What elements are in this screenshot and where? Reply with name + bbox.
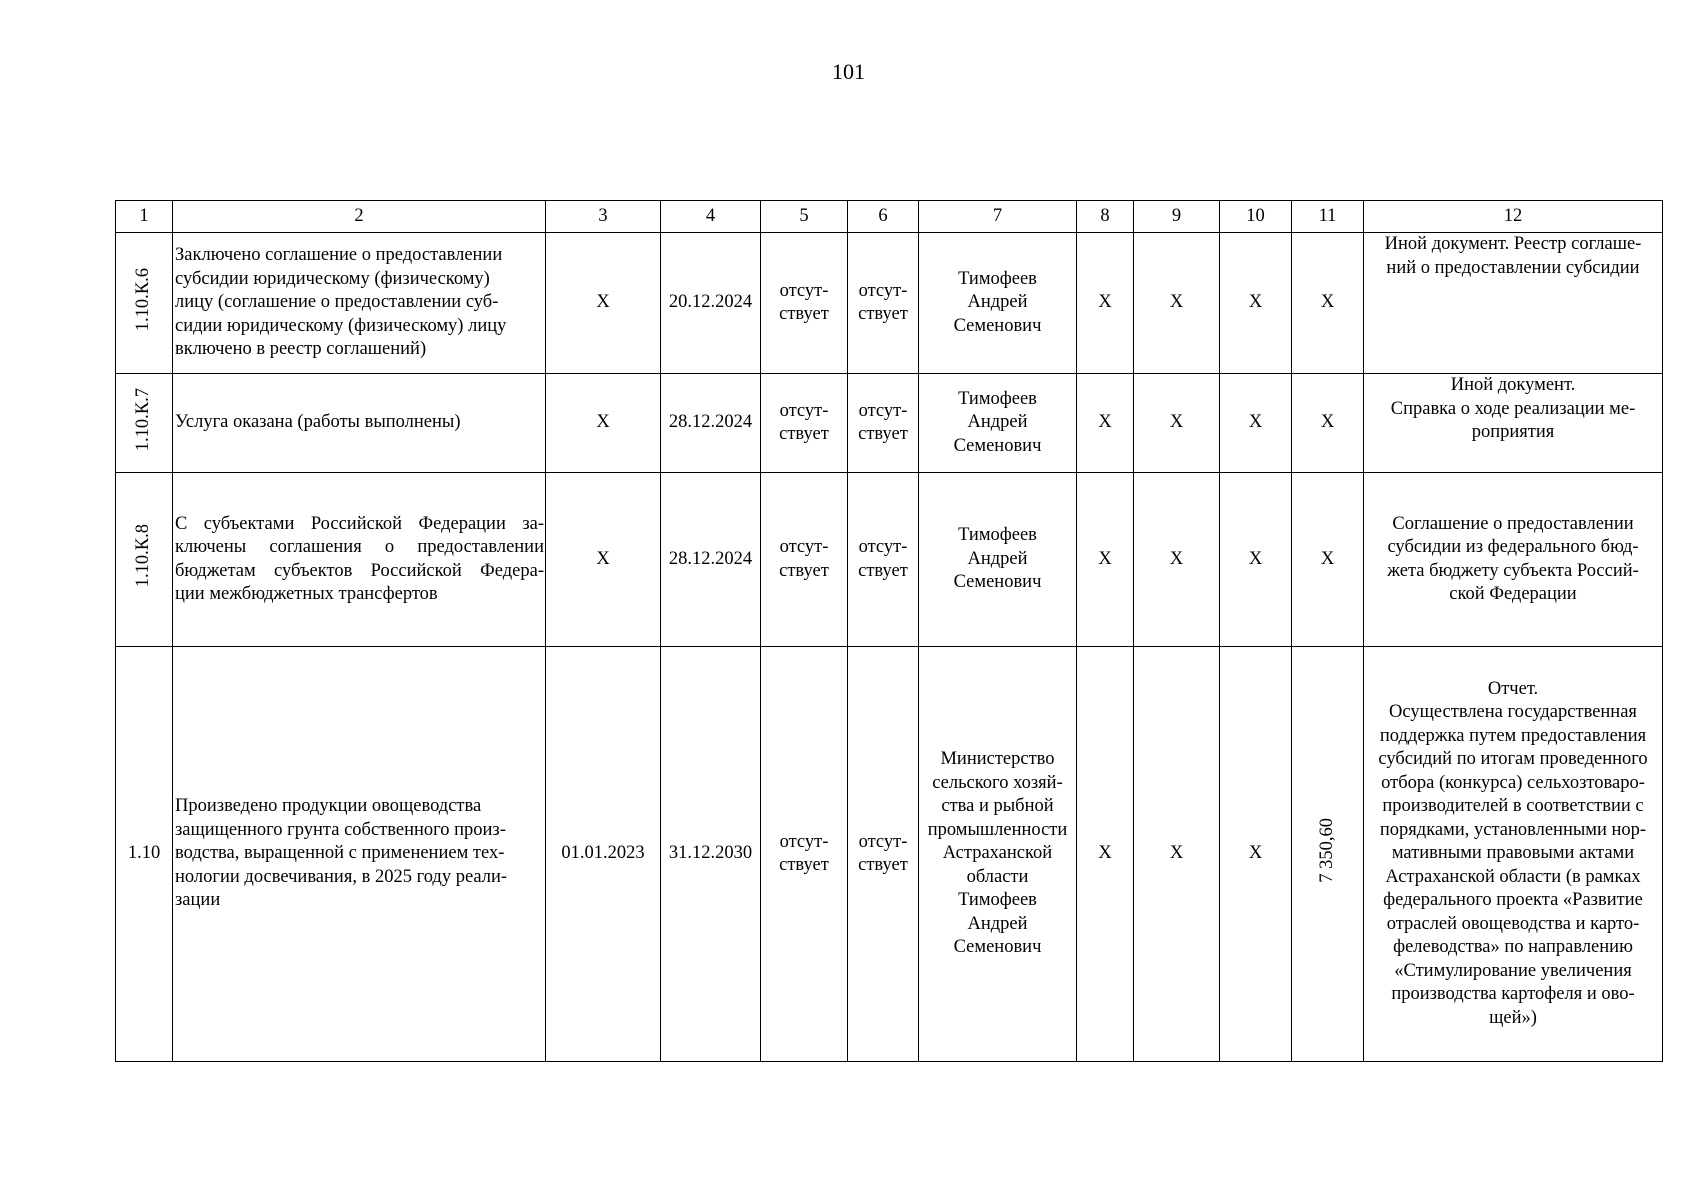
cell-line: ствует [858, 304, 908, 324]
desc-line: включено в реестр соглашений) [175, 339, 427, 360]
cell-line: ствует [779, 304, 829, 324]
desc-line: Заключено соглашение о предоставлении [175, 245, 503, 266]
column-header-10: 10 [1220, 201, 1292, 233]
desc-line: субсидии юридическому (физическому) [175, 268, 490, 289]
col6-cell [848, 374, 919, 473]
cell-line: отсут- [858, 537, 908, 557]
event-description [173, 473, 546, 647]
responsible-cell [919, 233, 1077, 374]
desc-line: ключены соглашения о предоставлении [175, 537, 544, 557]
page-number: 101 [832, 59, 865, 84]
document-cell [1364, 374, 1663, 473]
cell-line: отсут- [858, 400, 908, 421]
cell-line: Иной документ. [1450, 375, 1576, 395]
col8-cell: Х [1077, 473, 1134, 647]
cell-line: ствует [779, 560, 829, 581]
document-cell [1364, 647, 1663, 1062]
desc-line: водства, выращенной с применением тех- [175, 843, 505, 864]
cell-line: Андрей [967, 913, 1028, 934]
desc-line: ции межбюджетных трансфертов [175, 584, 438, 604]
col5-cell [761, 473, 848, 647]
col6-cell [848, 233, 919, 374]
cell-line: Справка о ходе реализации ме- [1390, 398, 1636, 419]
cell-line: промышленности [927, 819, 1068, 840]
cell-line: Тимофеев [958, 525, 1037, 546]
col5-cell [761, 374, 848, 473]
cell-line: Тимофеев [958, 388, 1037, 409]
cell-line: «Стимулирование увеличения [1394, 960, 1632, 981]
cell-line: фелеводства» по направлению [1393, 937, 1633, 958]
cell-line: Астраханской [942, 843, 1053, 864]
cell-line: Семенович [953, 315, 1042, 336]
responsible-cell [919, 473, 1077, 647]
row-number [116, 374, 173, 473]
start-date-cell: Х [546, 473, 661, 647]
col9-cell: Х [1134, 473, 1220, 647]
col6-cell [848, 647, 919, 1062]
column-header-4: 4 [661, 201, 761, 233]
document-cell [1364, 473, 1663, 647]
cell-line: ской Федерации [1449, 584, 1577, 604]
desc-line: С субъектами Российской Федерации за- [175, 513, 544, 534]
cell-line: порядками, установленными нор- [1379, 819, 1647, 840]
event-description [173, 374, 546, 473]
table-row [116, 374, 1663, 473]
cell-line: Тимофеев [958, 890, 1037, 911]
column-header-8: 8 [1077, 201, 1134, 233]
cell-line: отраслей овощеводства и карто- [1386, 913, 1640, 934]
cell-line: отбора (конкурса) сельхозтоваро- [1381, 772, 1645, 793]
cell-line: Отчет. [1487, 678, 1539, 699]
column-header-5: 5 [761, 201, 848, 233]
col8-cell: Х [1077, 374, 1134, 473]
row-number [116, 233, 173, 374]
cell-line: отсут- [779, 400, 829, 421]
column-header-2: 2 [173, 201, 546, 233]
cell-line: Астраханской области (в рамках [1385, 866, 1641, 887]
cell-line: Андрей [967, 548, 1028, 569]
amount-cell [1292, 647, 1364, 1062]
event-description [173, 647, 546, 1062]
cell-line: федерального проекта «Развитие [1383, 890, 1643, 911]
cell-line: сельского хозяй- [932, 772, 1063, 793]
plan-table [115, 200, 1663, 1062]
cell-line: Иной документ. Реестр соглаше- [1384, 234, 1642, 254]
cell-line: щей») [1489, 1007, 1537, 1028]
cell-line: ствует [779, 855, 829, 875]
col11-cell: Х [1292, 233, 1364, 374]
start-date-cell: Х [546, 233, 661, 374]
col10-cell: Х [1220, 233, 1292, 374]
desc-line: нологии досвечивания, в 2025 году реали- [175, 866, 508, 887]
cell-line: Семенович [953, 937, 1042, 958]
desc-line: сидии юридическому (физическому) лицу [175, 315, 507, 336]
cell-line: жета бюджету субъекта Россий- [1387, 560, 1639, 581]
cell-line: ствует [858, 855, 908, 875]
col8-cell: Х [1077, 647, 1134, 1062]
cell-line: отсут- [858, 280, 908, 301]
row-number [116, 473, 173, 647]
end-date-cell: 28.12.2024 [661, 473, 761, 647]
desc-line: зации [175, 890, 221, 911]
cell-line: ствует [858, 424, 908, 444]
cell-line: Тимофеев [958, 268, 1037, 289]
cell-line: мативными правовыми актами [1391, 843, 1635, 864]
cell-line: субсидий по итогам проведенного [1378, 749, 1648, 770]
col5-cell [761, 233, 848, 374]
col8-cell: Х [1077, 233, 1134, 374]
cell-line: отсут- [858, 831, 908, 852]
cell-line: отсут- [779, 280, 829, 301]
row-number-text: 1.10.К.6 [133, 267, 154, 331]
col6-cell [848, 473, 919, 647]
col11-cell: Х [1292, 374, 1364, 473]
responsible-cell [919, 374, 1077, 473]
cell-line: поддержка путем предоставления [1379, 725, 1647, 746]
col5-cell [761, 647, 848, 1062]
column-header-6: 6 [848, 201, 919, 233]
row-number-text: 1.10.К.8 [133, 524, 154, 588]
cell-line: ствует [779, 424, 829, 444]
table-row [116, 473, 1663, 647]
col9-cell: Х [1134, 647, 1220, 1062]
col10-cell: Х [1220, 473, 1292, 647]
cell-line: отсут- [779, 537, 829, 557]
cell-line: производства картофеля и ово- [1391, 984, 1635, 1005]
cell-line: ства и рыбной [941, 796, 1054, 817]
cell-line: Министерство [940, 749, 1055, 770]
row-number: 1.10 [116, 647, 173, 1062]
column-header-9: 9 [1134, 201, 1220, 233]
desc-line: бюджетам субъектов Российской Федера- [175, 560, 544, 581]
column-header-7: 7 [919, 201, 1077, 233]
desc-line: лицу (соглашение о предоставлении суб- [175, 292, 499, 313]
cell-line: Соглашение о предоставлении [1392, 513, 1634, 534]
row-number-text: 1.10.К.7 [133, 387, 154, 451]
start-date-cell: Х [546, 374, 661, 473]
column-header-1: 1 [116, 201, 173, 233]
col9-cell: Х [1134, 374, 1220, 473]
cell-line: Осуществлена государственная [1389, 702, 1637, 723]
amount-text: 7 350,60 [1316, 817, 1337, 883]
end-date-cell: 20.12.2024 [661, 233, 761, 374]
col10-cell: Х [1220, 647, 1292, 1062]
end-date-cell: 28.12.2024 [661, 374, 761, 473]
cell-line: отсут- [779, 831, 829, 852]
desc-line: Услуга оказана (работы выполнены) [175, 412, 461, 433]
col11-cell: Х [1292, 473, 1364, 647]
cell-line: области [966, 866, 1029, 887]
table-row [116, 647, 1663, 1062]
cell-line: ний о предоставлении субсидии [1386, 257, 1640, 278]
cell-line: Андрей [967, 292, 1028, 313]
column-number-row [116, 201, 1663, 233]
cell-line: производителей в соответствии с [1382, 796, 1644, 817]
desc-line: защищенного грунта собственного произ- [175, 819, 506, 840]
event-description [173, 233, 546, 374]
end-date-cell: 31.12.2030 [661, 647, 761, 1062]
document-cell [1364, 233, 1663, 374]
cell-line: Семенович [953, 572, 1042, 593]
col9-cell: Х [1134, 233, 1220, 374]
column-header-3: 3 [546, 201, 661, 233]
cell-line: Андрей [967, 412, 1028, 433]
column-header-12: 12 [1364, 201, 1663, 233]
desc-line: Произведено продукции овощеводства [175, 796, 482, 817]
cell-line: роприятия [1471, 422, 1555, 442]
cell-line: субсидии из федерального бюд- [1387, 537, 1639, 557]
responsible-cell [919, 647, 1077, 1062]
cell-line: Семенович [953, 435, 1042, 456]
start-date-cell: 01.01.2023 [546, 647, 661, 1062]
col10-cell: Х [1220, 374, 1292, 473]
table-row [116, 233, 1663, 374]
column-header-11: 11 [1292, 201, 1364, 233]
cell-line: ствует [858, 560, 908, 581]
